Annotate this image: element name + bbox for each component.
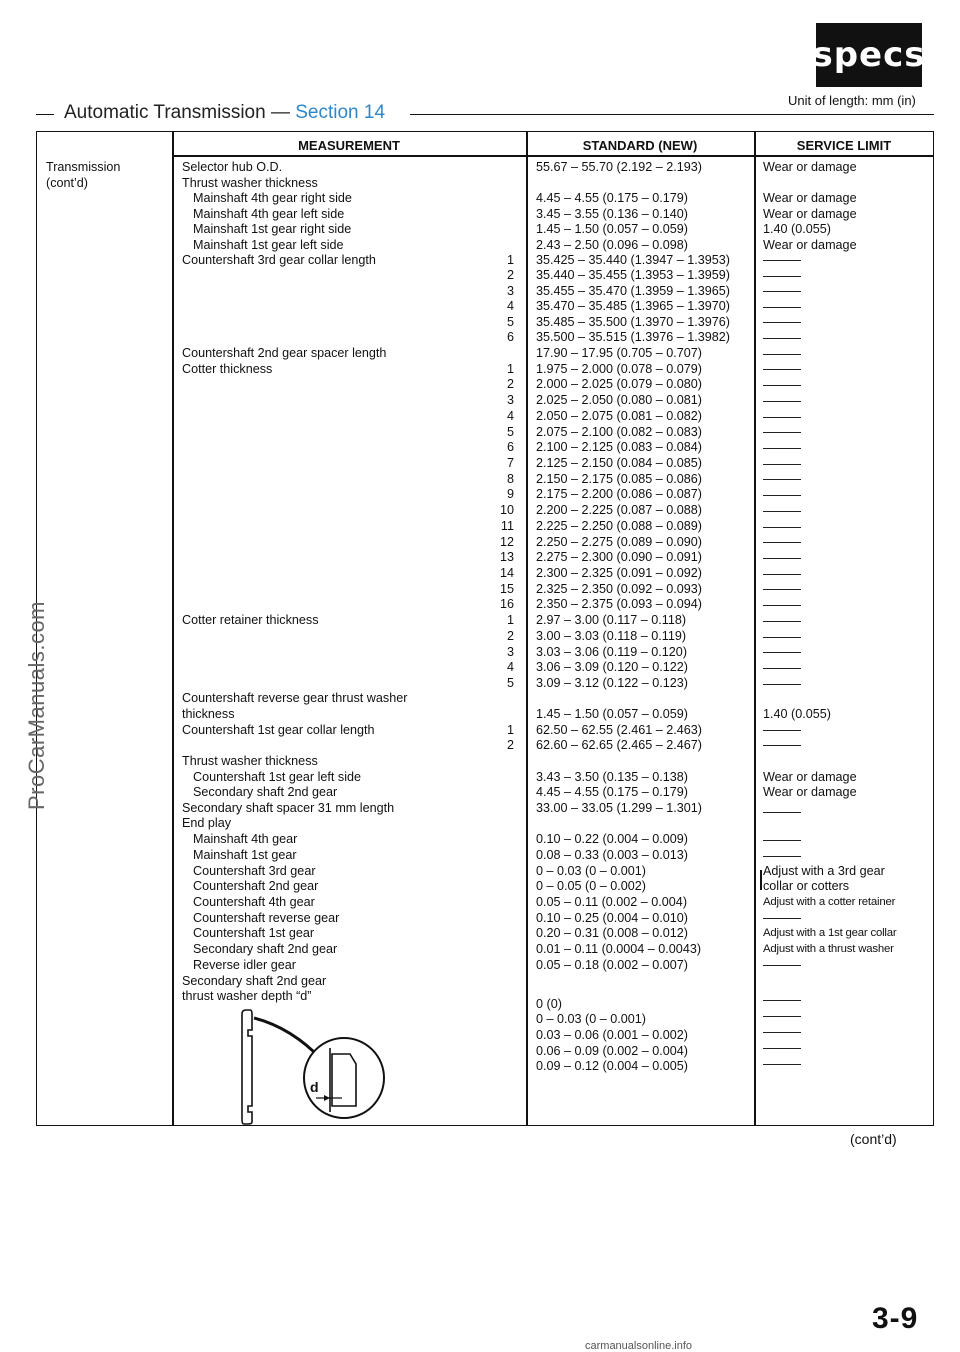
index-number: 4	[506, 660, 514, 674]
index-number: 3	[506, 284, 514, 298]
col-header-service-limit: SERVICE LIMIT	[796, 138, 892, 153]
standard-value: 3.03 – 3.06 (0.119 – 0.120)	[536, 645, 688, 659]
col-divider-2	[526, 131, 528, 1126]
continued-note: (cont’d)	[850, 1131, 897, 1147]
section-link[interactable]: Section 14	[295, 102, 386, 123]
index-number: 9	[506, 487, 514, 501]
measurement-item: Countershaft 4th gear	[193, 895, 315, 909]
measurement-item: Countershaft 3rd gear	[193, 864, 316, 878]
standard-value: 33.00 – 33.05 (1.299 – 1.301)	[536, 801, 702, 815]
no-limit-dash	[763, 558, 801, 559]
measurement-item: Selector hub O.D.	[182, 160, 283, 174]
index-number: 7	[506, 456, 514, 470]
no-limit-dash	[763, 338, 801, 339]
standard-value: 0.05 – 0.11 (0.002 – 0.004)	[536, 895, 688, 909]
no-limit-dash	[763, 574, 801, 575]
index-number: 2	[506, 738, 514, 752]
shaft-outline	[242, 1010, 252, 1124]
no-limit-dash	[763, 495, 801, 496]
standard-value: 2.300 – 2.325 (0.091 – 0.092)	[536, 566, 702, 580]
standard-value: 2.97 – 3.00 (0.117 – 0.118)	[536, 613, 687, 627]
index-number: 2	[506, 629, 514, 643]
no-limit-dash	[763, 668, 801, 669]
standard-value: 2.275 – 2.300 (0.090 – 0.091)	[536, 550, 702, 564]
index-number: 15	[499, 582, 514, 596]
standard-value: 55.67 – 55.70 (2.192 – 2.193)	[536, 160, 702, 174]
standard-value: 2.050 – 2.075 (0.081 – 0.082)	[536, 409, 702, 423]
no-limit-dash	[763, 745, 801, 746]
standard-value: 3.45 – 3.55 (0.136 – 0.140)	[536, 207, 688, 221]
index-number: 2	[506, 268, 514, 282]
no-limit-dash	[763, 448, 801, 449]
no-limit-dash	[763, 385, 801, 386]
standard-value: 2.350 – 2.375 (0.093 – 0.094)	[536, 597, 702, 611]
standard-value: 62.60 – 62.65 (2.465 – 2.467)	[536, 738, 702, 752]
thrust-washer-depth-diagram	[232, 1008, 392, 1126]
measurement-item: Mainshaft 1st gear left side	[193, 238, 344, 252]
measurement-item: Countershaft 2nd gear	[193, 879, 319, 893]
measurement-item: Secondary shaft spacer 31 mm length	[182, 801, 395, 815]
specs-badge: specs	[816, 23, 922, 87]
category-label-cont: (cont’d)	[46, 176, 88, 190]
no-limit-dash	[763, 479, 801, 480]
no-limit-dash	[763, 417, 801, 418]
no-limit-dash	[763, 291, 801, 292]
standard-value: 2.025 – 2.050 (0.080 – 0.081)	[536, 393, 702, 407]
measurement-item: Cotter thickness	[182, 362, 273, 376]
no-limit-dash	[763, 918, 801, 919]
index-number: 5	[506, 425, 514, 439]
measurement-item: Countershaft reverse gear thrust washer	[182, 691, 408, 705]
measurement-item: Secondary shaft 2nd gear	[193, 942, 338, 956]
standard-value: 2.000 – 2.025 (0.079 – 0.080)	[536, 377, 702, 391]
service-limit-value: Wear or damage	[763, 207, 857, 221]
measurement-item: Thrust washer thickness	[182, 754, 318, 768]
index-number: 11	[500, 519, 514, 533]
measurement-item: Countershaft 2nd gear spacer length	[182, 346, 387, 360]
standard-value: 2.150 – 2.175 (0.085 – 0.086)	[536, 472, 702, 486]
standard-value: 0.09 – 0.12 (0.004 – 0.005)	[536, 1059, 688, 1073]
service-limit-value: Adjust with a 3rd gear	[763, 864, 885, 878]
index-number: 1	[506, 613, 514, 627]
index-number: 6	[506, 330, 514, 344]
measurement-item: Mainshaft 4th gear left side	[193, 207, 345, 221]
measurement-item: Countershaft 1st gear collar length	[182, 723, 375, 737]
no-limit-dash	[763, 812, 801, 813]
measurement-item: Secondary shaft 2nd gear	[182, 974, 327, 988]
standard-value: 35.500 – 35.515 (1.3976 – 1.3982)	[536, 330, 730, 344]
index-number: 12	[499, 535, 514, 549]
service-limit-value: Adjust with a cotter retainer	[763, 896, 896, 908]
service-limit-value: Wear or damage	[763, 191, 857, 205]
index-number: 3	[506, 645, 514, 659]
standard-value: 2.325 – 2.350 (0.092 – 0.093)	[536, 582, 702, 596]
no-limit-dash	[763, 354, 801, 355]
title-separator: —	[265, 102, 296, 123]
standard-value: 4.45 – 4.55 (0.175 – 0.179)	[536, 191, 688, 205]
no-limit-dash	[763, 542, 801, 543]
no-limit-dash	[763, 322, 801, 323]
measurement-item: Mainshaft 4th gear	[193, 832, 298, 846]
no-limit-dash	[763, 1064, 801, 1065]
measurement-item: Mainshaft 1st gear	[193, 848, 297, 862]
measurement-item: Mainshaft 4th gear right side	[193, 191, 352, 205]
no-limit-dash	[763, 527, 801, 528]
service-limit-value: 1.40 (0.055)	[763, 222, 831, 236]
standard-value: 2.200 – 2.225 (0.087 – 0.088)	[536, 503, 702, 517]
index-number: 5	[506, 315, 514, 329]
no-limit-dash	[763, 684, 801, 685]
standard-value: 2.43 – 2.50 (0.096 – 0.098)	[536, 238, 688, 252]
standard-value: 35.485 – 35.500 (1.3970 – 1.3976)	[536, 315, 730, 329]
standard-value: 62.50 – 62.55 (2.461 – 2.463)	[536, 723, 702, 737]
unit-note: Unit of length: mm (in)	[788, 93, 916, 108]
service-limit-value: collar or cotters	[763, 879, 850, 893]
standard-value: 0.03 – 0.06 (0.001 – 0.002)	[536, 1028, 688, 1042]
measurement-item: Countershaft 1st gear	[193, 926, 315, 940]
measurement-item: Mainshaft 1st gear right side	[193, 222, 352, 236]
index-number: 10	[499, 503, 514, 517]
index-number: 8	[506, 472, 514, 486]
standard-value: 0.01 – 0.11 (0.0004 – 0.0043)	[536, 942, 702, 956]
standard-value: 0.05 – 0.18 (0.002 – 0.007)	[536, 958, 688, 972]
standard-value: 0.10 – 0.22 (0.004 – 0.009)	[536, 832, 688, 846]
measurement-item: End play	[182, 816, 232, 830]
service-limit-value: Adjust with a 1st gear collar	[763, 927, 897, 939]
standard-value: 17.90 – 17.95 (0.705 – 0.707)	[536, 346, 702, 360]
no-limit-dash	[763, 637, 801, 638]
no-limit-dash	[763, 464, 801, 465]
measurement-item: Countershaft 1st gear left side	[193, 770, 362, 784]
standard-value: 1.45 – 1.50 (0.057 – 0.059)	[536, 222, 688, 236]
header-row-rule	[172, 155, 934, 157]
no-limit-dash	[763, 840, 801, 841]
index-number: 1	[506, 723, 514, 737]
service-limit-value: 1.40 (0.055)	[763, 707, 831, 721]
standard-value: 3.43 – 3.50 (0.135 – 0.138)	[536, 770, 688, 784]
no-limit-dash	[763, 730, 801, 731]
service-limit-value: Wear or damage	[763, 238, 857, 252]
standard-value: 4.45 – 4.55 (0.175 – 0.179)	[536, 785, 688, 799]
standard-value: 2.250 – 2.275 (0.089 – 0.090)	[536, 535, 702, 549]
standard-value: 0.06 – 0.09 (0.002 – 0.004)	[536, 1044, 688, 1058]
measurement-item: Countershaft 3rd gear collar length	[182, 253, 376, 267]
standard-value: 0 – 0.03 (0 – 0.001)	[536, 1012, 646, 1026]
no-limit-dash	[763, 621, 801, 622]
col-divider-3	[754, 131, 756, 1126]
standard-value: 0.10 – 0.25 (0.004 – 0.010)	[536, 911, 688, 925]
standard-value: 2.100 – 2.125 (0.083 – 0.084)	[536, 440, 702, 454]
no-limit-dash	[763, 1032, 801, 1033]
standard-value: 0 (0)	[536, 997, 562, 1011]
no-limit-dash	[763, 1016, 801, 1017]
no-limit-dash	[763, 432, 801, 433]
col-divider-1	[172, 131, 174, 1126]
standard-value: 0 – 0.05 (0 – 0.002)	[536, 879, 646, 893]
spec-table	[36, 131, 934, 1126]
index-number: 1	[506, 362, 514, 376]
index-number: 6	[506, 440, 514, 454]
measurement-item: Reverse idler gear	[193, 958, 296, 972]
no-limit-dash	[763, 589, 801, 590]
section-title	[64, 102, 385, 124]
header-rule-right	[410, 114, 934, 115]
service-limit-value: Adjust with a thrust washer	[763, 943, 894, 955]
no-limit-dash	[763, 307, 801, 308]
standard-value: 2.125 – 2.150 (0.084 – 0.085)	[536, 456, 702, 470]
footer-credit: carmanualsonline.info	[585, 1340, 693, 1352]
depth-d-label: d	[310, 1079, 319, 1095]
adjust-bracket	[760, 870, 762, 890]
no-limit-dash	[763, 1000, 801, 1001]
no-limit-dash	[763, 401, 801, 402]
standard-value: 2.225 – 2.250 (0.088 – 0.089)	[536, 519, 702, 533]
service-limit-value: Wear or damage	[763, 160, 857, 174]
no-limit-dash	[763, 369, 801, 370]
no-limit-dash	[763, 652, 801, 653]
standard-value: 3.06 – 3.09 (0.120 – 0.122)	[536, 660, 688, 674]
no-limit-dash	[763, 605, 801, 606]
no-limit-dash	[763, 965, 801, 966]
col-header-standard: STANDARD (NEW)	[582, 138, 698, 153]
standard-value: 3.00 – 3.03 (0.118 – 0.119)	[536, 629, 687, 643]
title-text: Automatic Transmission	[64, 102, 266, 123]
index-number: 4	[506, 299, 514, 313]
col-header-measurement: MEASUREMENT	[298, 138, 400, 153]
standard-value: 2.175 – 2.200 (0.086 – 0.087)	[536, 487, 702, 501]
index-number: 4	[506, 409, 514, 423]
index-number: 2	[506, 377, 514, 391]
standard-value: 0 – 0.03 (0 – 0.001)	[536, 864, 646, 878]
standard-value: 0.20 – 0.31 (0.008 – 0.012)	[536, 926, 688, 940]
no-limit-dash	[763, 276, 801, 277]
measurement-item: Thrust washer thickness	[182, 176, 318, 190]
no-limit-dash	[763, 856, 801, 857]
standard-value: 35.470 – 35.485 (1.3965 – 1.3970)	[536, 299, 730, 313]
service-limit-value: Wear or damage	[763, 785, 857, 799]
page-number: 3-9	[872, 1302, 919, 1335]
index-number: 13	[499, 550, 514, 564]
measurement-item: thickness	[182, 707, 235, 721]
watermark-text: ProCarManuals.com	[24, 600, 49, 810]
header-rule-left	[36, 114, 54, 115]
standard-value: 35.425 – 35.440 (1.3947 – 1.3953)	[536, 253, 730, 267]
no-limit-dash	[763, 260, 801, 261]
index-number: 1	[506, 253, 514, 267]
service-limit-value: Wear or damage	[763, 770, 857, 784]
no-limit-dash	[763, 1048, 801, 1049]
index-number: 16	[499, 597, 514, 611]
measurement-item: Countershaft reverse gear	[193, 911, 340, 925]
measurement-item: Cotter retainer thickness	[182, 613, 319, 627]
standard-value: 0.08 – 0.33 (0.003 – 0.013)	[536, 848, 688, 862]
standard-value: 35.440 – 35.455 (1.3953 – 1.3959)	[536, 268, 730, 282]
standard-value: 3.09 – 3.12 (0.122 – 0.123)	[536, 676, 688, 690]
standard-value: 1.45 – 1.50 (0.057 – 0.059)	[536, 707, 688, 721]
watermark	[24, 560, 52, 820]
measurement-item: thrust washer depth “d”	[182, 989, 312, 1003]
measurement-item: Secondary shaft 2nd gear	[193, 785, 338, 799]
index-number: 14	[499, 566, 514, 580]
index-number: 3	[506, 393, 514, 407]
no-limit-dash	[763, 511, 801, 512]
category-label: Transmission	[46, 160, 121, 174]
standard-value: 2.075 – 2.100 (0.082 – 0.083)	[536, 425, 702, 439]
index-number: 5	[506, 676, 514, 690]
standard-value: 35.455 – 35.470 (1.3959 – 1.3965)	[536, 284, 730, 298]
standard-value: 1.975 – 2.000 (0.078 – 0.079)	[536, 362, 702, 376]
